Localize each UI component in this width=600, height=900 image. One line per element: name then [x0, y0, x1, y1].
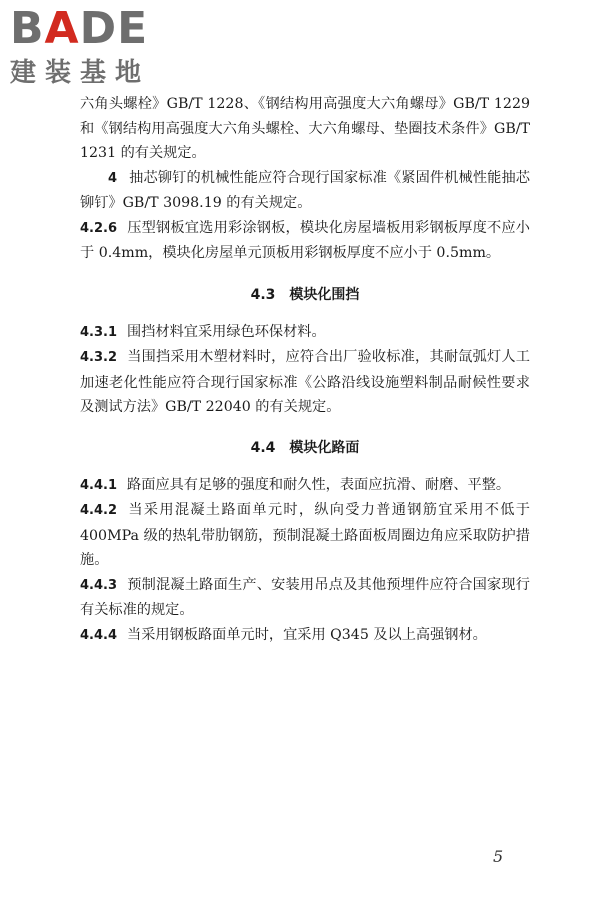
clause-number: 4.4.2 — [80, 503, 118, 518]
clause-text: 当采用混凝土路面单元时，纵向受力普通钢筋宜采用不低于 400MPa 级的热轧带肋钢筋，预制混凝土路面板周圈边角应采取防护措施。 — [80, 502, 530, 568]
clause-4-3-2 — [80, 345, 530, 420]
logo-letters-de: DE — [79, 3, 149, 54]
section-heading-4-3 — [80, 283, 530, 307]
logo-wordmark — [10, 3, 180, 54]
continued-paragraph: 六角头螺栓》GB/T 1228、《钢结构用高强度大六角螺母》GB/T 1229 和《钢结构用高强度大六角头螺栓、大六角螺母、垫圈技术条件》GB/T 1231 的有关规定。 — [80, 96, 530, 161]
clause-text: 压型钢板宜选用彩涂钢板，模块化房屋墙板用彩钢板厚度不应小于 0.4mm，模块化房屋单元顶板用彩钢板厚度不应小于 0.5mm。 — [80, 219, 530, 261]
logo-letter-a: A — [44, 3, 80, 54]
clause-4-2-6 — [80, 216, 530, 266]
logo-chinese-name: 建装基地 — [10, 58, 151, 88]
document-body — [80, 92, 530, 648]
clause-text: 路面应具有足够的强度和耐久性，表面应抗滑、耐磨、平整。 — [127, 476, 511, 493]
section-title: 模块化围挡 — [289, 286, 360, 303]
item-number: 4 — [108, 170, 118, 186]
clause-4-4-4 — [80, 623, 530, 649]
clause-text: 当围挡采用木塑材料时，应符合出厂验收标准，其耐氙弧灯人工加速老化性能应符合现行国家标准《公路沿线设施塑料制品耐候性要求及测试方法》GB/T 22040 的有关规定。 — [80, 349, 530, 415]
clause-4-4-2 — [80, 498, 530, 573]
bade-logo — [10, 3, 180, 88]
clause-text: 预制混凝土路面生产、安装用吊点及其他预埋件应符合国家现行有关标准的规定。 — [80, 576, 530, 618]
clause-number: 4.4.1 — [80, 477, 118, 493]
clause-number: 4.4.4 — [80, 627, 118, 643]
section-number: 4.4 — [250, 439, 276, 456]
section-number: 4.3 — [250, 286, 276, 303]
clause-number: 4.3.2 — [80, 350, 118, 365]
section-heading-4-4 — [80, 436, 530, 460]
item-text: 抽芯铆钉的机械性能应符合现行国家标准《紧固件机械性能抽芯铆钉》GB/T 3098.19 的有关规定。 — [80, 169, 530, 211]
clause-text: 当采用钢板路面单元时，宜采用 Q345 及以上高强钢材。 — [127, 626, 487, 643]
clause-4-4-1 — [80, 473, 530, 499]
clause-number: 4.2.6 — [80, 220, 118, 236]
clause-4-3-1 — [80, 320, 530, 346]
page-number: 5 — [493, 847, 504, 866]
section-title: 模块化路面 — [289, 439, 360, 456]
clause-4-4-3 — [80, 573, 530, 623]
clause-number: 4.4.3 — [80, 577, 118, 593]
logo-letter-b: B — [10, 3, 45, 54]
clause-number: 4.3.1 — [80, 324, 118, 340]
item-4 — [80, 166, 530, 216]
clause-text: 围挡材料宜采用绿色环保材料。 — [127, 323, 326, 340]
